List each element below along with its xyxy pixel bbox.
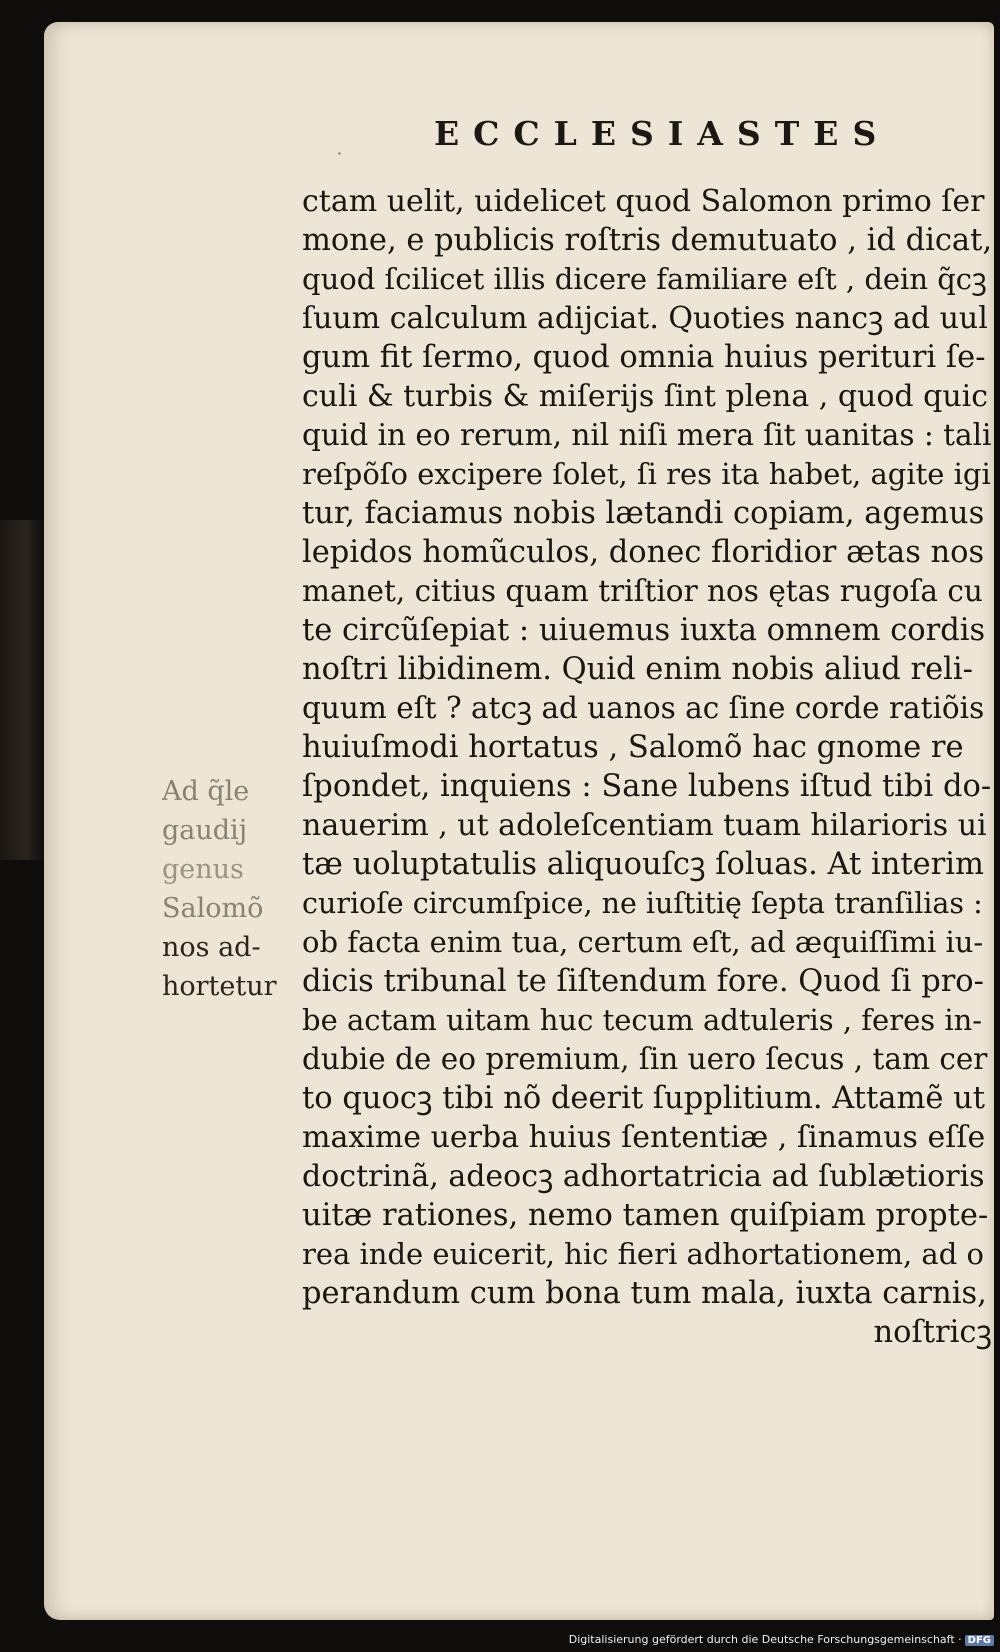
header-mark: ·	[337, 144, 343, 163]
binding-shadow	[0, 520, 44, 860]
marginal-note-line: Salomõ	[162, 893, 264, 924]
text-line: to quocꝫ tibi nõ deerit ſupplitium. Attamẽ ut	[302, 1081, 986, 1116]
text-line: be actam uitam huc tecum adtuleris , feres in-	[302, 1003, 983, 1037]
text-line: quum eſt ? atcꝫ ad uanos ac ſine corde ratiõis	[302, 691, 985, 725]
text-line: lepidos homũculos, donec floridior ætas nos	[302, 535, 985, 570]
text-line: te circũſepiat : uiuemus iuxta omnem cordis	[302, 613, 986, 648]
marginal-note-line: Ad q̃le	[162, 776, 250, 807]
text-line: uitæ rationes, nemo tamen quiſpiam propte-	[302, 1198, 989, 1233]
text-line: quid in eo rerum, nil niſi mera ſit uanitas : tali	[302, 418, 992, 452]
text-line: gum fit ſermo, quod omnia huius perituri ſe-	[302, 340, 986, 375]
running-title: ECCLESIASTES	[434, 114, 891, 153]
marginal-note-line: hortetur	[162, 971, 277, 1002]
text-line: perandum cum bona tum mala, iuxta carnis,	[302, 1276, 987, 1311]
text-line: noſtri libidinem. Quid enim nobis aliud reli-	[302, 652, 973, 687]
text-line: doctrinã, adeocꝫ adhortatricia ad ſublætioris	[302, 1159, 985, 1194]
text-line: tur, faciamus nobis lætandi copiam, agemus	[302, 496, 985, 531]
text-line: nauerim , ut adoleſcentiam tuam hilarioris ui	[302, 808, 987, 843]
text-line: culi & turbis & miſerijs ſint plena , quod quic	[302, 379, 989, 414]
marginal-note-line: nos ad-	[162, 932, 261, 963]
text-line: manet, citius quam triſtior nos ętas rugoſa cu	[302, 574, 983, 608]
catchword: noſtricꝫ	[873, 1315, 992, 1350]
text-line: ſpondet, inquiens : Sane lubens iſtud tibi do-	[302, 769, 992, 804]
text-line: maxime uerba huius ſententiæ , ſinamus eſſe	[302, 1120, 986, 1155]
text-line: reſpõſo excipere ſolet, ſi res ita habet, agite igi	[302, 457, 991, 491]
text-line: ctam uelit, uidelicet quod Salomon primo ſer	[302, 184, 985, 219]
text-line: dicis tribunal te ſiſtendum fore. Quod ſi pro-	[302, 964, 984, 999]
dfg-logo: DFG	[965, 1635, 994, 1646]
text-line: rea inde euicerit, hic fieri adhortationem, ad o	[302, 1237, 984, 1271]
marginal-note-line: genus	[162, 854, 244, 885]
digitization-credit	[569, 1633, 994, 1646]
text-line: quod ſcilicet illis dicere familiare eſt , dein q̃cꝫ	[302, 262, 987, 296]
text-line: ob facta enim tua, certum eſt, ad æquiſſimi iu-	[302, 925, 984, 959]
text-line: ſuum calculum adijciat. Quoties nancꝫ ad uul	[302, 301, 988, 336]
book-page	[44, 22, 994, 1620]
marginal-note-line: gaudij	[162, 815, 248, 846]
marginal-note	[162, 772, 302, 1006]
text-line: mone, e publicis roſtris demutuato , id dicat,	[302, 223, 993, 258]
text-line: curioſe circumſpice, ne iuſtitię ſepta tranſilias :	[302, 887, 983, 920]
text-line: huiuſmodi hortatus , Salomõ hac gnome re	[302, 730, 964, 765]
main-text-block	[302, 182, 992, 1352]
text-line: tæ uoluptatulis aliquouſcꝫ ſoluas. At interim	[302, 847, 984, 882]
credit-text: Digitalisierung gefördert durch die Deutsche Forschungsgemeinschaft ·	[568, 1633, 962, 1646]
text-line: dubie de eo premium, ſin uero ſecus , tam cer	[302, 1042, 988, 1076]
